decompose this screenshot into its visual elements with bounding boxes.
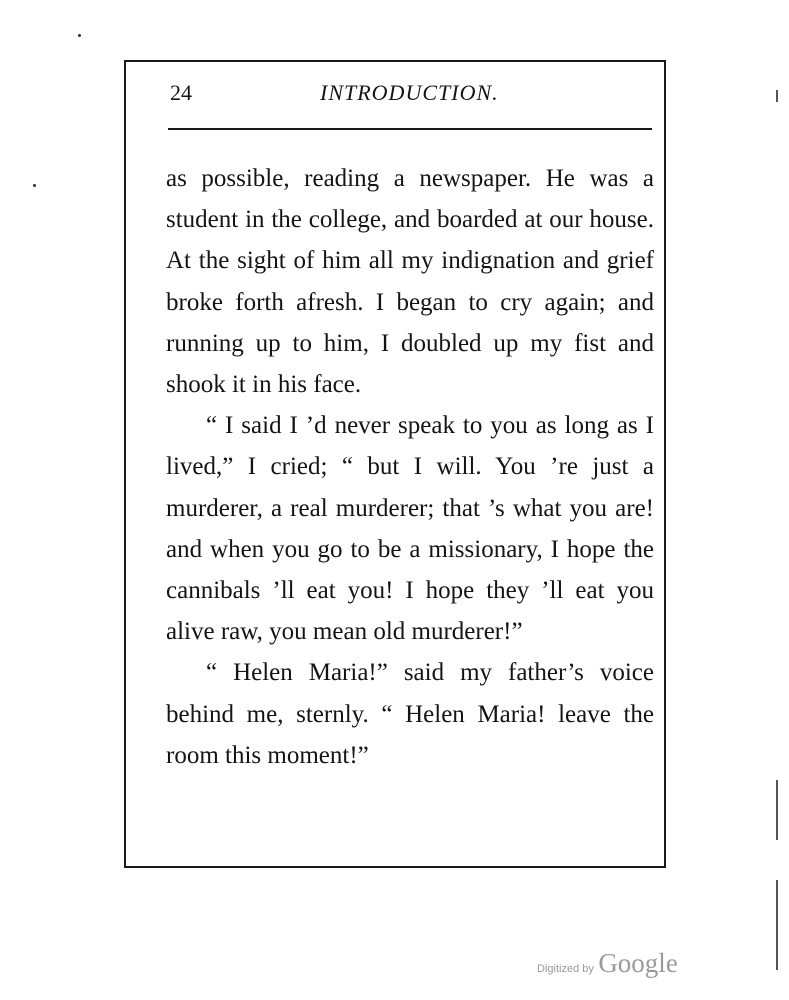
running-title: INTRODUCTION. bbox=[320, 80, 499, 105]
paragraph: as possible, reading a newspaper. He was a student in the college, and boarded at our house. At the sight of him all my indignation and grief broke forth afresh. I began to cry again; and running up to him, I doubled up my fist and shook it in his face. bbox=[166, 165, 654, 399]
scan-edge-mark bbox=[776, 880, 778, 970]
header-rule bbox=[168, 128, 652, 130]
watermark-prefix: Digitized by bbox=[537, 963, 594, 975]
digitized-watermark bbox=[537, 948, 678, 979]
scan-edge-mark bbox=[776, 780, 778, 840]
paragraph: “ I said I ’d never speak to you as long as I lived,” I cried; “ but I will. You ’re just a murderer, a real murderer; that ’s what you are! and when you go to be a missionary, I hope the cannibals ’ll eat you! I hope they ’ll eat you alive raw, you mean old murderer!” bbox=[166, 412, 654, 646]
scan-speck bbox=[33, 184, 36, 187]
scan-speck bbox=[78, 34, 81, 37]
scan-edge-mark bbox=[776, 90, 778, 102]
page-number: 24 bbox=[170, 80, 192, 105]
page-frame bbox=[124, 60, 666, 868]
watermark-brand: Google bbox=[598, 948, 678, 978]
running-head bbox=[170, 80, 650, 110]
body-text bbox=[166, 158, 654, 776]
paragraph: “ Helen Maria!” said my father’s voice behind me, sternly. “ Helen Maria! leave the room this moment!” bbox=[166, 659, 654, 769]
